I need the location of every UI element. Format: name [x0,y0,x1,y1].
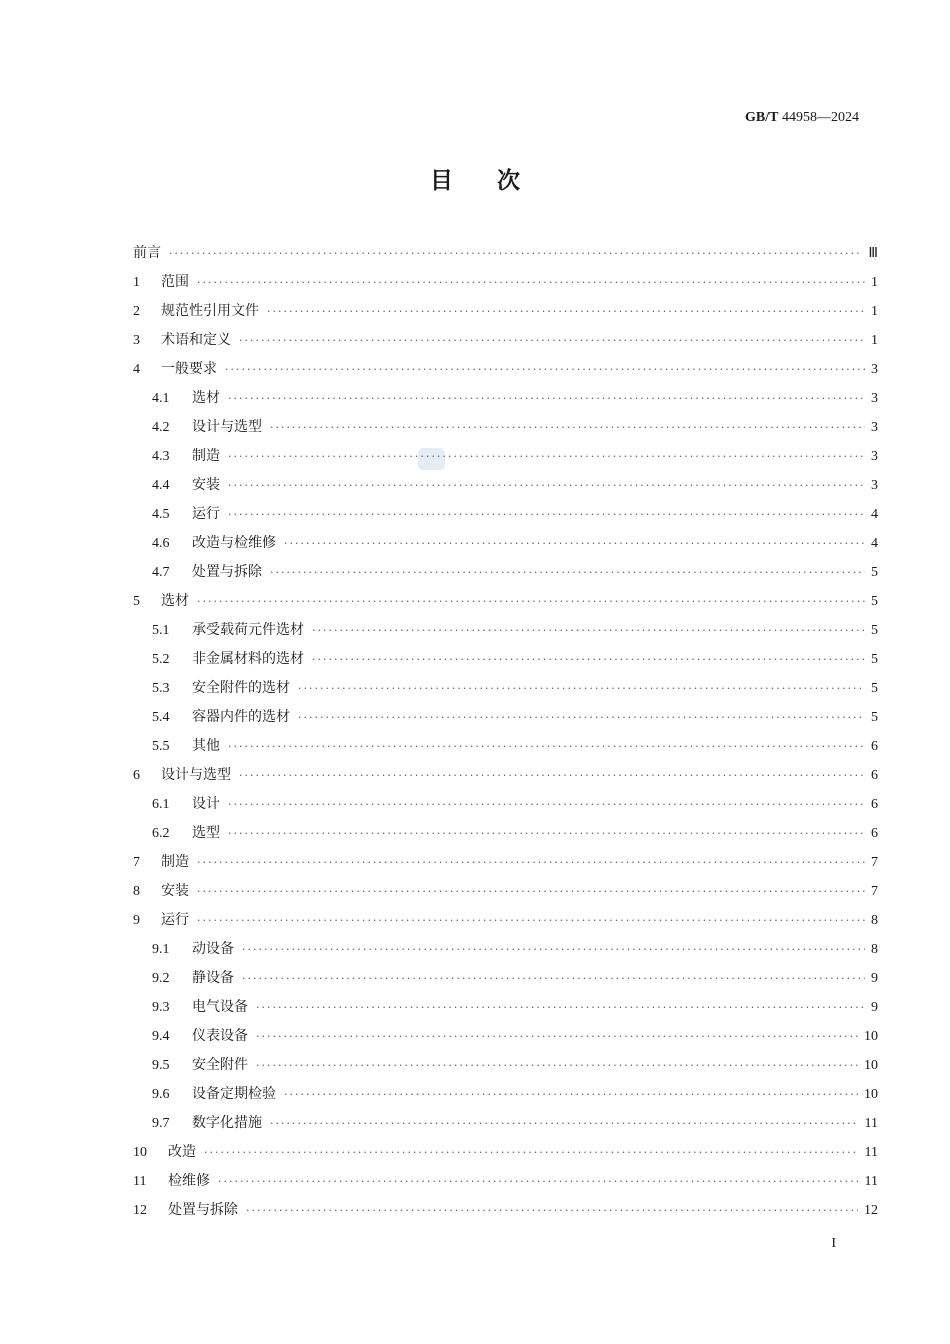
toc-dot-leader [228,500,865,529]
toc-dot-leader [270,558,865,587]
standard-number: 44958—2024 [778,110,859,125]
toc-entry-number: 9.7 [152,1116,170,1131]
toc-entry-page: 3 [871,420,878,435]
toc-entry-label: 前言 [133,245,161,261]
toc-entry-page: 11 [864,1145,878,1160]
toc-entry-page: 5 [871,623,878,638]
toc-entry[interactable] [133,1022,878,1051]
toc-dot-leader [267,297,865,326]
toc-entry-label: 运行 [161,912,189,928]
toc-entry-page: 4 [871,536,878,551]
toc-entry-label: 设计 [192,796,220,812]
toc-entry[interactable] [133,558,878,587]
toc-entry-label: 制造 [192,448,220,464]
toc-entry-number: 11 [133,1174,147,1189]
toc-entry-number: 5 [133,594,140,609]
toc-entry-page: 10 [864,1029,878,1044]
page-title: 目次 [430,168,564,194]
toc-entry[interactable] [133,732,878,761]
toc-entry-number: 4.1 [152,391,170,406]
toc-entry-page: 3 [871,449,878,464]
toc-entry-number: 9.4 [152,1029,170,1044]
toc-entry-page: 9 [871,1000,878,1015]
toc-entry-number: 5.2 [152,652,170,667]
toc-entry-label: 设计与选型 [192,419,262,435]
toc-entry-label: 容器内件的选材 [192,709,290,725]
toc-dot-leader [228,790,865,819]
toc-entry-label: 检维修 [168,1173,210,1189]
toc-entry-label: 承受载荷元件选材 [192,622,304,638]
toc-entry-page: 6 [871,739,878,754]
toc-entry[interactable] [133,239,878,268]
toc-entry-label: 静设备 [192,970,234,986]
toc-entry-label: 改造与检维修 [192,535,276,551]
toc-dot-leader [256,1051,858,1080]
toc-entry-number: 9.2 [152,971,170,986]
toc-entry[interactable] [133,471,878,500]
toc-entry-label: 运行 [192,506,220,522]
toc-dot-leader [228,471,865,500]
toc-entry-number: 4 [133,362,140,377]
toc-dot-leader [256,993,865,1022]
toc-entry-number: 6 [133,768,140,783]
toc-entry[interactable] [133,500,878,529]
toc-entry-number: 9.3 [152,1000,170,1015]
toc-entry-page: 3 [871,478,878,493]
toc-dot-leader [312,645,865,674]
toc-dot-leader [228,442,865,471]
toc-dot-leader [284,1080,858,1109]
toc-entry[interactable] [133,616,878,645]
toc-dot-leader [169,239,862,268]
toc-entry[interactable] [133,1051,878,1080]
toc-entry-number: 4.5 [152,507,170,522]
toc-entry-page: 3 [871,391,878,406]
toc-entry-label: 规范性引用文件 [161,303,259,319]
toc-entry-label: 术语和定义 [161,332,231,348]
toc-entry[interactable] [133,674,878,703]
toc-entry[interactable] [133,413,878,442]
toc-entry[interactable] [133,906,878,935]
toc-entry-label: 范围 [161,274,189,290]
toc-entry-number: 4.7 [152,565,170,580]
toc-entry-number: 9.1 [152,942,170,957]
toc-dot-leader [242,935,865,964]
toc-entry-number: 4.4 [152,478,170,493]
toc-entry-page: 9 [871,971,878,986]
toc-dot-leader [242,964,865,993]
toc-dot-leader [239,761,865,790]
toc-entry-page: 10 [864,1087,878,1102]
toc-entry-label: 制造 [161,854,189,870]
toc-entry-page: 1 [871,275,878,290]
toc-entry-page: 5 [871,710,878,725]
toc-entry-page: 6 [871,768,878,783]
toc-entry-label: 动设备 [192,941,234,957]
toc-entry-number: 10 [133,1145,147,1160]
table-of-contents [133,239,878,1225]
toc-dot-leader [197,268,865,297]
toc-dot-leader [218,1167,859,1196]
toc-entry-number: 9 [133,913,140,928]
toc-entry-label: 设计与选型 [161,767,231,783]
toc-dot-leader [312,616,865,645]
standard-prefix: GB/T [745,110,779,125]
toc-entry-page: 7 [871,884,878,899]
toc-entry[interactable] [133,790,878,819]
toc-entry[interactable] [133,761,878,790]
toc-dot-leader [204,1138,859,1167]
toc-entry[interactable] [133,1080,878,1109]
toc-dot-leader [228,819,865,848]
toc-entry-label: 安全附件 [192,1057,248,1073]
toc-entry-page: Ⅲ [868,246,878,261]
toc-entry-number: 9.5 [152,1058,170,1073]
toc-entry-number: 6.1 [152,797,170,812]
toc-dot-leader [197,848,865,877]
toc-entry-label: 处置与拆除 [168,1202,238,1218]
standard-code [745,110,859,126]
toc-entry-number: 4.6 [152,536,170,551]
toc-entry[interactable] [133,442,878,471]
toc-entry-page: 10 [864,1058,878,1073]
toc-entry-page: 8 [871,942,878,957]
toc-entry-number: 5.1 [152,623,170,638]
toc-entry-page: 12 [864,1203,878,1218]
toc-entry-label: 安装 [192,477,220,493]
toc-entry-page: 1 [871,304,878,319]
toc-entry[interactable] [133,877,878,906]
toc-entry-page: 1 [871,333,878,348]
toc-entry[interactable] [133,935,878,964]
toc-dot-leader [298,674,865,703]
toc-entry[interactable] [133,1167,878,1196]
toc-entry[interactable] [133,297,878,326]
page-number: I [831,1236,836,1251]
toc-entry-label: 改造 [168,1144,196,1160]
toc-entry[interactable] [133,384,878,413]
toc-entry-page: 6 [871,797,878,812]
toc-entry-number: 7 [133,855,140,870]
toc-dot-leader [284,529,865,558]
toc-entry[interactable] [133,587,878,616]
toc-entry[interactable] [133,1138,878,1167]
toc-entry-number: 8 [133,884,140,899]
toc-entry-page: 6 [871,826,878,841]
toc-entry[interactable] [133,355,878,384]
toc-entry-number: 4.3 [152,449,170,464]
toc-dot-leader [246,1196,858,1225]
toc-entry-number: 5.3 [152,681,170,696]
toc-entry-number: 6.2 [152,826,170,841]
toc-entry-label: 其他 [192,738,220,754]
toc-entry[interactable] [133,993,878,1022]
toc-entry-number: 1 [133,275,140,290]
toc-entry[interactable] [133,268,878,297]
toc-entry-label: 选型 [192,825,220,841]
toc-entry[interactable] [133,819,878,848]
toc-entry-page: 8 [871,913,878,928]
toc-dot-leader [270,1109,859,1138]
toc-entry-page: 5 [871,652,878,667]
toc-dot-leader [197,877,865,906]
toc-entry-label: 仪表设备 [192,1028,248,1044]
toc-entry-label: 选材 [192,390,220,406]
toc-entry[interactable] [133,1109,878,1138]
toc-entry-label: 安装 [161,883,189,899]
toc-entry[interactable] [133,1196,878,1225]
toc-entry-number: 4.2 [152,420,170,435]
toc-entry-label: 安全附件的选材 [192,680,290,696]
toc-dot-leader [197,906,865,935]
toc-entry-page: 11 [864,1174,878,1189]
toc-dot-leader [270,413,865,442]
toc-entry-number: 3 [133,333,140,348]
toc-entry-page: 5 [871,594,878,609]
toc-entry-page: 3 [871,362,878,377]
toc-entry-number: 5.4 [152,710,170,725]
toc-dot-leader [239,326,865,355]
toc-entry-label: 数字化措施 [192,1115,262,1131]
toc-dot-leader [228,732,865,761]
toc-entry-number: 5.5 [152,739,170,754]
toc-entry-page: 4 [871,507,878,522]
toc-dot-leader [197,587,865,616]
toc-entry[interactable] [133,964,878,993]
toc-entry[interactable] [133,645,878,674]
toc-entry[interactable] [133,703,878,732]
toc-entry-label: 电气设备 [192,999,248,1015]
toc-entry-label: 非金属材料的选材 [192,651,304,667]
toc-entry-page: 7 [871,855,878,870]
toc-entry-label: 一般要求 [161,361,217,377]
toc-entry-label: 设备定期检验 [192,1086,276,1102]
toc-dot-leader [256,1022,858,1051]
toc-entry[interactable] [133,848,878,877]
toc-entry-number: 2 [133,304,140,319]
toc-entry-page: 5 [871,681,878,696]
toc-entry-label: 选材 [161,593,189,609]
toc-entry-number: 9.6 [152,1087,170,1102]
toc-dot-leader [225,355,865,384]
toc-entry-number: 12 [133,1203,147,1218]
toc-entry[interactable] [133,529,878,558]
toc-dot-leader [228,384,865,413]
toc-entry[interactable] [133,326,878,355]
toc-entry-page: 5 [871,565,878,580]
toc-entry-page: 11 [864,1116,878,1131]
toc-entry-label: 处置与拆除 [192,564,262,580]
toc-dot-leader [298,703,865,732]
